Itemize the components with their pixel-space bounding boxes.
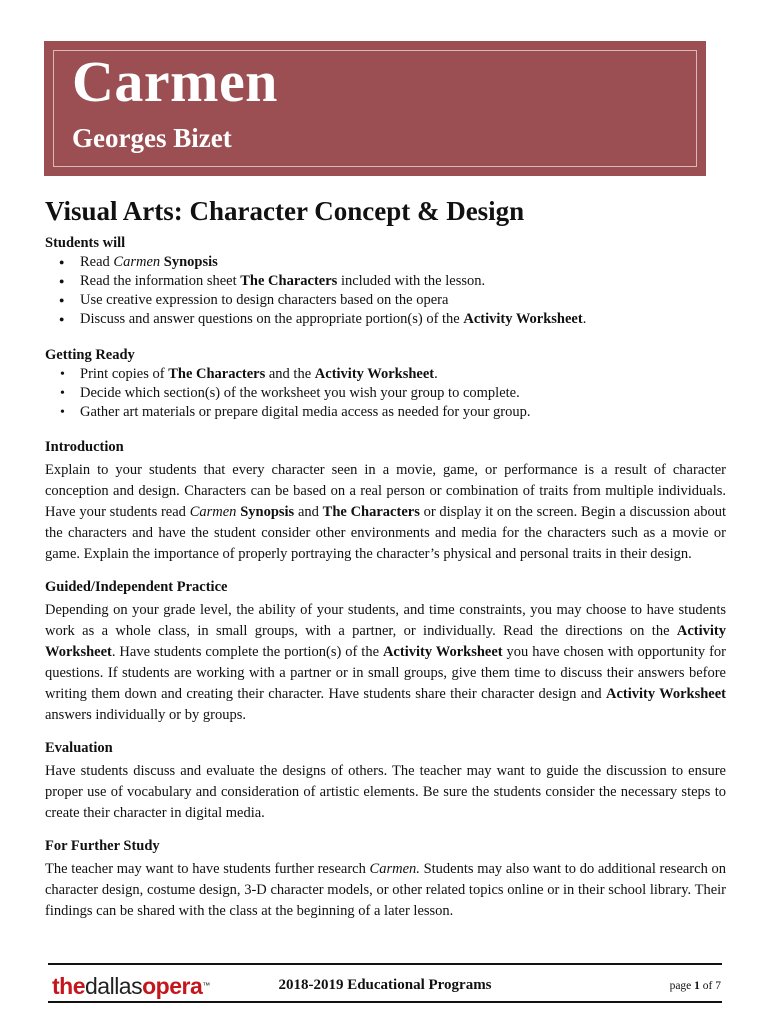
text-run: The Characters	[168, 366, 266, 382]
students-will-section	[45, 234, 726, 329]
list-item	[63, 384, 726, 403]
text-run: included with the lesson.	[337, 273, 486, 289]
evaluation-text	[45, 761, 726, 824]
text-run: Students may also want to do additional research on character design, costume design, 3-D character models, or other related topics online or in their school library. Their findings can be shared with the class at the beginning of a later lesson.	[45, 861, 726, 919]
text-run: Carmen	[189, 504, 237, 520]
text-run: Decide which section(s) of the worksheet you wish your group to complete.	[80, 385, 520, 401]
text-run: Read the information sheet	[80, 273, 241, 289]
text-run: Activity Worksheet	[463, 311, 583, 327]
text-run: Synopsis	[240, 504, 295, 520]
text-run: Activity Worksheet	[45, 623, 726, 660]
getting-ready-list	[45, 365, 726, 422]
students-will-list	[45, 253, 726, 329]
text-run: The teacher may want to have students further research	[45, 861, 370, 877]
section-heading: For Further Study	[45, 838, 160, 854]
evaluation-section	[45, 739, 726, 824]
composer-name: Georges Bizet	[72, 123, 232, 153]
guided-practice-section	[45, 578, 726, 726]
footer-program-title: 2018-2019 Educational Programs	[278, 977, 492, 993]
list-item	[63, 253, 726, 272]
text-run: Gather art materials or prepare digital media access as needed for your group.	[80, 404, 531, 420]
introduction-text	[45, 460, 726, 565]
list-item	[63, 272, 726, 291]
introduction-section	[45, 438, 726, 565]
list-item	[63, 403, 726, 422]
text-run: .	[582, 311, 587, 327]
text-run: . Have students complete the portion(s) of the	[111, 644, 383, 660]
lesson-content	[45, 194, 726, 922]
page-number: page 1 of 7	[669, 980, 721, 992]
getting-ready-section	[45, 346, 726, 422]
text-run: Print copies of	[80, 366, 169, 382]
text-run: Carmen.	[369, 861, 420, 877]
text-run: Have students discuss and evaluate the designs of others. The teacher may want to guide the discussion to ensure proper use of vocabulary and consideration of artistic elements. Be sure the students consider the necessary steps to create their character in digital media.	[45, 763, 726, 821]
page-title: Visual Arts: Character Concept & Design	[45, 196, 525, 226]
text-run: Depending on your grade level, the ability of your students, and time constraints, you may choose to have students work as a whole class, in small groups, with a partner, or individually. Read the directions on the	[45, 602, 726, 639]
text-run: .	[434, 366, 438, 382]
text-run: answers individually or by groups.	[45, 707, 246, 723]
text-run: and the	[265, 366, 315, 382]
opera-title: Carmen	[72, 49, 278, 114]
further-study-section	[45, 837, 726, 922]
footer-top-rule	[48, 963, 722, 965]
text-run: you have chosen with opportunity for questions. If students are working with a partner or in small groups, give them time to discuss their answers before writing them down and creating their character. Have students share their character design and	[45, 644, 726, 702]
text-run: The Characters	[322, 504, 420, 520]
text-run: and	[294, 504, 323, 520]
list-item	[63, 310, 726, 329]
text-run: Explain to your students that every character seen in a movie, game, or performance is a result of character conception and design. Characters can be based on a real person or combination of traits from multiple individuals. Have your students read	[45, 462, 726, 520]
list-item	[63, 365, 726, 384]
text-run: Synopsis	[163, 254, 218, 270]
list-item	[63, 291, 726, 310]
text-run: The Characters	[240, 273, 338, 289]
section-heading: Students will	[45, 235, 126, 251]
text-run: Read	[80, 254, 114, 270]
section-heading: Getting Ready	[45, 347, 135, 363]
text-run: Discuss and answer questions on the appropriate portion(s) of the	[80, 311, 464, 327]
section-heading: Evaluation	[45, 740, 113, 756]
section-heading: Guided/Independent Practice	[45, 579, 228, 595]
title-banner	[44, 41, 706, 176]
text-run: Activity Worksheet	[605, 686, 727, 702]
dallas-opera-logo: thedallasopera™	[52, 973, 210, 999]
further-study-text	[45, 859, 726, 922]
text-run: Activity Worksheet	[314, 366, 435, 382]
text-run: Carmen	[113, 254, 161, 270]
text-run: Use creative expression to design characters based on the opera	[80, 292, 449, 308]
text-run: Activity Worksheet	[382, 644, 503, 660]
text-run: or display it on the screen. Begin a discussion about the characters and have the student consider other environments and media for the characters such as a movie or game. Explain the importance of properly portraying the character’s physical and personal traits in their design.	[45, 504, 727, 562]
footer-bottom-rule	[48, 1001, 722, 1003]
section-heading: Introduction	[45, 439, 124, 455]
guided-practice-text	[45, 600, 726, 726]
